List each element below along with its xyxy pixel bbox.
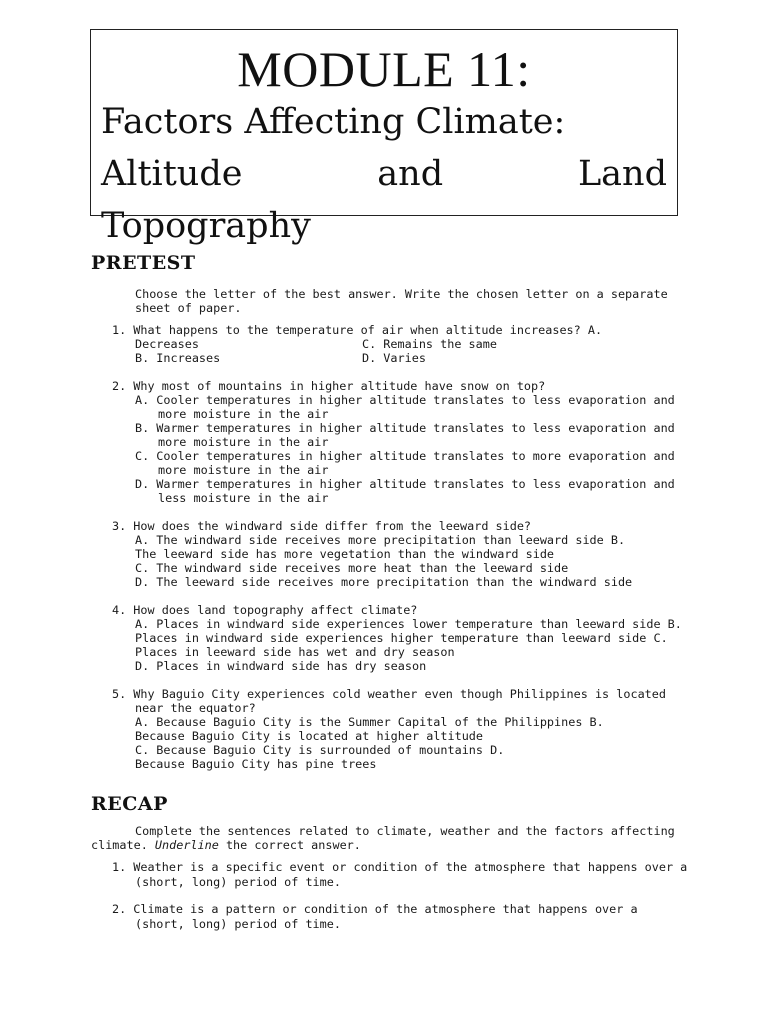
subtitle-word: Altitude bbox=[101, 154, 243, 194]
q2-choice-a: more moisture in the air bbox=[158, 407, 329, 421]
question-1: 1. What happens to the temperature of air when altitude increases? A. bbox=[112, 323, 603, 337]
q2-choice-b: B. Warmer temperatures in higher altitude translates to less evaporation and bbox=[135, 421, 675, 435]
module-subtitle-line-2 bbox=[101, 154, 667, 194]
q3-choice-line: C. The windward side receives more heat than the leeward side bbox=[135, 561, 569, 575]
pretest-instructions: sheet of paper. bbox=[135, 301, 242, 315]
q2-choice-a: A. Cooler temperatures in higher altitude translates to less evaporation and bbox=[135, 393, 675, 407]
recap-item-2: 2. Climate is a pattern or condition of the atmosphere that happens over a bbox=[112, 902, 638, 916]
module-title-box bbox=[90, 29, 678, 246]
question-3: 3. How does the windward side differ from the leeward side? bbox=[112, 519, 532, 533]
q5-choice-line: Because Baguio City is located at higher altitude bbox=[135, 729, 484, 743]
recap-item-1: 1. Weather is a specific event or condition of the atmosphere that happens over a bbox=[112, 860, 688, 874]
pretest-instructions: Choose the letter of the best answer. Write the chosen letter on a separate bbox=[135, 287, 668, 301]
q5-choice-line: Because Baguio City has pine trees bbox=[135, 757, 377, 771]
underline-emphasis: Underline bbox=[154, 838, 219, 852]
q4-choice-line: Places in windward side experiences higher temperature than leeward side C. bbox=[135, 631, 668, 645]
q3-choice-line: D. The leeward side receives more precipitation than the windward side bbox=[135, 575, 633, 589]
question-2: 2. Why most of mountains in higher altitude have snow on top? bbox=[112, 379, 546, 393]
q2-choice-d: less moisture in the air bbox=[158, 491, 329, 505]
recap-heading: RECAP bbox=[91, 793, 168, 815]
recap-item-2: (short, long) period of time. bbox=[135, 917, 341, 931]
recap-item-1: (short, long) period of time. bbox=[135, 875, 341, 889]
q2-choice-c: more moisture in the air bbox=[158, 463, 329, 477]
q1-choice-a: Decreases bbox=[135, 337, 199, 351]
module-subtitle-line-3: Topography bbox=[101, 206, 311, 246]
q1-choice-b: B. Increases bbox=[135, 351, 221, 365]
module-title: MODULE 11: bbox=[237, 41, 531, 97]
q3-choice-line: A. The windward side receives more precipitation than leeward side B. bbox=[135, 533, 626, 547]
q3-choice-line: The leeward side has more vegetation than the windward side bbox=[135, 547, 555, 561]
q4-choice-line: D. Places in windward side has dry season bbox=[135, 659, 427, 673]
q2-choice-b: more moisture in the air bbox=[158, 435, 329, 449]
q5-choice-line: A. Because Baguio City is the Summer Capital of the Philippines B. bbox=[135, 715, 604, 729]
question-4: 4. How does land topography affect climate? bbox=[112, 603, 418, 617]
q2-choice-c: C. Cooler temperatures in higher altitude translates to more evaporation and bbox=[135, 449, 675, 463]
q1-choice-d: D. Varies bbox=[362, 351, 426, 365]
question-5: 5. Why Baguio City experiences cold weather even though Philippines is located bbox=[112, 687, 666, 701]
subtitle-word: and bbox=[377, 154, 444, 194]
q4-choice-line: Places in leeward side has wet and dry season bbox=[135, 645, 455, 659]
q1-choice-c: C. Remains the same bbox=[362, 337, 497, 351]
pretest-heading: PRETEST bbox=[91, 252, 196, 274]
recap-intro: climate. Underline the correct answer. bbox=[91, 838, 361, 852]
module-subtitle-line-1: Factors Affecting Climate: bbox=[101, 102, 566, 142]
subtitle-word: Land bbox=[577, 154, 667, 194]
q2-choice-d: D. Warmer temperatures in higher altitude translates to less evaporation and bbox=[135, 477, 675, 491]
recap-intro: Complete the sentences related to climate, weather and the factors affecting bbox=[135, 824, 675, 838]
q4-choice-line: A. Places in windward side experiences lower temperature than leeward side B. bbox=[135, 617, 682, 631]
q5-choice-line: C. Because Baguio City is surrounded of mountains D. bbox=[135, 743, 505, 757]
question-5: near the equator? bbox=[135, 701, 256, 715]
